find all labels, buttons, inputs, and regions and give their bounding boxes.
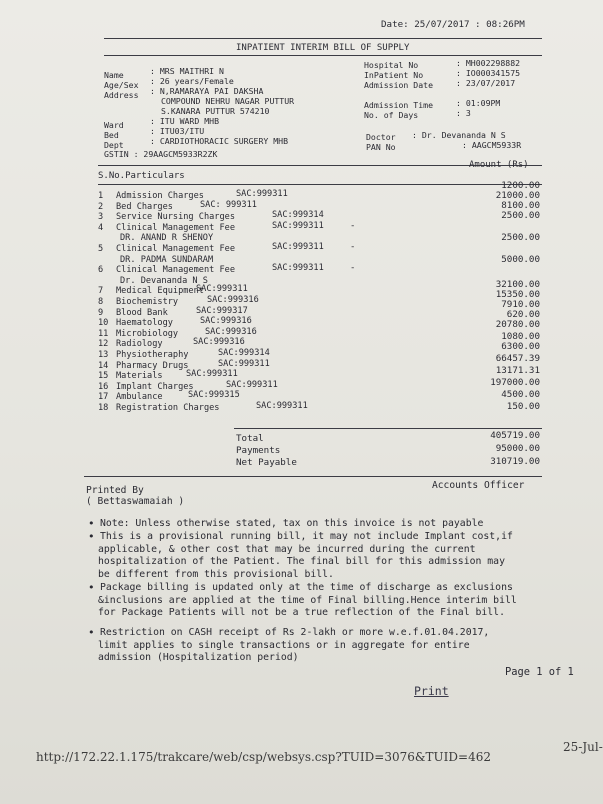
table-header-rule bbox=[98, 184, 542, 185]
row-sac-code: SAC:999311 bbox=[186, 369, 238, 380]
row-particular: Ambulance bbox=[116, 392, 163, 403]
row-particular: Implant Charges bbox=[116, 381, 194, 392]
amount-column-header: Amount (Rs) bbox=[469, 160, 529, 170]
inpatient-no-label: InPatient No bbox=[364, 70, 424, 80]
note-line: This is a provisional running bill, it may not include Implant cost,if bbox=[100, 531, 513, 542]
row-dash: - bbox=[350, 220, 356, 231]
note-bullet-icon: • bbox=[88, 626, 95, 639]
row-number: 16 bbox=[98, 381, 109, 392]
row-amount: 5000.00 bbox=[501, 254, 540, 265]
row-particular: Bed Charges bbox=[116, 201, 173, 212]
bill-title: INPATIENT INTERIM BILL OF SUPPLY bbox=[236, 43, 410, 53]
note-line: Package billing is updated only at the time of discharge as exclusions bbox=[100, 582, 513, 593]
row-amount: 1200.00 bbox=[501, 180, 540, 191]
agesex-value: : 26 years/Female bbox=[150, 76, 234, 86]
total-label: Total bbox=[236, 433, 264, 444]
note-line: hospitalization of the Patient. The final bill for this admission may bbox=[98, 556, 505, 567]
title-rule bbox=[104, 55, 542, 56]
row-sac-code: SAC:999311 bbox=[226, 379, 278, 390]
payments-value: 95000.00 bbox=[495, 443, 540, 454]
row-particular: Pharmacy Drugs bbox=[116, 360, 189, 371]
hospital-no-value: : MH002298882 bbox=[456, 58, 521, 68]
row-amount: 2500.00 bbox=[501, 232, 540, 243]
row-particular: Medical Equipment bbox=[116, 286, 204, 297]
row-particular: Admission Charges bbox=[116, 191, 204, 201]
note-bullet-icon: • bbox=[88, 581, 95, 594]
bed-label: Bed bbox=[104, 130, 119, 140]
row-amount: 66457.39 bbox=[495, 353, 540, 364]
note-line: for Package Patients will not be a true reflection of the Final bill. bbox=[98, 607, 505, 618]
row-sac-code: SAC:999311 bbox=[218, 358, 270, 369]
row-particular: Radiology bbox=[116, 339, 163, 350]
row-sac-code: SAC: 999311 bbox=[200, 199, 257, 210]
row-particular: Blood Bank bbox=[116, 307, 168, 318]
row-doctor-name: DR. ANAND R SHENOY bbox=[120, 233, 214, 244]
admission-time-label: Admission Time bbox=[364, 100, 434, 110]
gstin: GSTIN : 29AAGCM5933R2ZK bbox=[104, 149, 218, 159]
dept-label: Dept bbox=[104, 140, 124, 150]
note-line: be different from this provisional bill. bbox=[98, 568, 334, 580]
page-number: Page 1 of 1 bbox=[505, 666, 574, 678]
row-number: 12 bbox=[98, 339, 109, 350]
row-sac-code: SAC:999311 bbox=[196, 284, 248, 295]
row-amount: 20780.00 bbox=[495, 319, 540, 330]
agesex-label: Age/Sex bbox=[104, 80, 139, 90]
row-sac-code: SAC:999311 bbox=[236, 189, 288, 199]
name-value: : MRS MAITHRI N bbox=[150, 66, 224, 76]
row-number: 15 bbox=[98, 371, 109, 382]
inpatient-no-value: : IO000341575 bbox=[456, 68, 521, 78]
row-number: 5 bbox=[98, 244, 104, 254]
name-label: Name bbox=[104, 70, 124, 80]
row-particular: Microbiology bbox=[116, 328, 179, 339]
ward-label: Ward bbox=[104, 120, 124, 130]
address-line3: S.KANARA PUTTUR 574210 bbox=[161, 106, 270, 116]
row-amount: 197000.00 bbox=[490, 377, 540, 388]
note-line: limit applies to single transactions or in aggregate for entire bbox=[98, 639, 470, 651]
row-dash: - bbox=[350, 263, 356, 274]
row-particular: Clinical Management Fee bbox=[116, 244, 235, 254]
row-number: 8 bbox=[98, 297, 104, 307]
note-bullet-icon: • bbox=[88, 530, 95, 543]
row-sac-code: SAC:999316 bbox=[207, 295, 259, 305]
total-value: 405719.00 bbox=[490, 430, 540, 441]
address-line2: COMPOUND NEHRU NAGAR PUTTUR bbox=[161, 96, 295, 106]
row-number: 3 bbox=[98, 212, 104, 223]
row-particular: Registration Charges bbox=[116, 403, 220, 413]
note-line: admission (Hospitalization period) bbox=[98, 652, 299, 663]
row-number: 9 bbox=[98, 307, 104, 318]
pan-value: : AAGCM5933R bbox=[462, 140, 522, 150]
row-sac-code: SAC:999311 bbox=[256, 401, 308, 411]
row-amount: 7910.00 bbox=[501, 299, 540, 310]
row-amount: 620.00 bbox=[506, 309, 540, 320]
admission-time-value: : 01:09PM bbox=[456, 98, 501, 108]
printed-by-label: Printed By bbox=[86, 485, 144, 496]
row-sac-code: SAC:999316 bbox=[200, 316, 252, 327]
print-date-time: Date: 25/07/2017 : 08:26PM bbox=[381, 19, 525, 30]
row-sac-code: SAC:999316 bbox=[205, 326, 257, 337]
row-amount: 1080.00 bbox=[501, 331, 540, 342]
address-label: Address bbox=[104, 90, 139, 100]
printed-by-name: ( Bettaswamaiah ) bbox=[86, 496, 185, 507]
accounts-officer: Accounts Officer bbox=[432, 480, 525, 491]
row-number: 11 bbox=[98, 328, 109, 339]
row-amount: 6300.00 bbox=[501, 341, 540, 352]
row-dash: - bbox=[350, 242, 356, 252]
row-sac-code: SAC:999311 bbox=[272, 242, 324, 252]
row-sac-code: SAC:999316 bbox=[193, 337, 245, 348]
pan-label: PAN No bbox=[366, 142, 396, 152]
note-line: Restriction on CASH receipt of Rs 2-lakh or more w.e.f.01.04.2017, bbox=[100, 627, 490, 638]
bed-value: : ITU03/ITU bbox=[150, 126, 205, 136]
row-amount: 4500.00 bbox=[501, 389, 540, 400]
row-sac-code: SAC:999314 bbox=[218, 348, 270, 358]
row-number: 6 bbox=[98, 265, 104, 276]
row-amount: 150.00 bbox=[506, 401, 540, 412]
row-particular: Clinical Management Fee bbox=[116, 265, 235, 276]
days-label: No. of Days bbox=[364, 110, 419, 120]
row-particular: Materials bbox=[116, 371, 163, 382]
row-number: 10 bbox=[98, 318, 109, 329]
particulars-column-header: S.No.Particulars bbox=[98, 171, 185, 181]
footer-date: 25-Jul- bbox=[563, 740, 603, 754]
doctor-label: Doctor bbox=[366, 132, 396, 142]
row-particular: Haematology bbox=[116, 318, 173, 329]
net-payable-value: 310719.00 bbox=[490, 456, 540, 467]
row-sac-code: SAC:999317 bbox=[196, 305, 248, 316]
net-payable-label: Net Payable bbox=[236, 457, 297, 468]
note-bullet-icon: • bbox=[88, 517, 95, 530]
payments-label: Payments bbox=[236, 445, 281, 456]
note-line: Note: Unless otherwise stated, tax on this invoice is not payable bbox=[100, 518, 484, 529]
row-amount: 32100.00 bbox=[495, 279, 540, 290]
dept-value: : CARDIOTHORACIC SURGERY MHB bbox=[150, 136, 289, 146]
admission-date-value: : 23/07/2017 bbox=[456, 78, 516, 88]
totals-rule bbox=[234, 428, 542, 429]
row-doctor-name: Dr. Devananda N S bbox=[120, 275, 208, 286]
footer-url: http://172.22.1.175/trakcare/web/csp/websys.csp?TUID=3076&TUID=462 bbox=[36, 750, 491, 764]
row-amount: 8100.00 bbox=[501, 200, 540, 211]
note-line: applicable, & other cost that may be incurred during the current bbox=[98, 543, 476, 555]
row-number: 14 bbox=[98, 360, 109, 371]
row-sac-code: SAC:999311 bbox=[272, 263, 324, 274]
row-number: 13 bbox=[98, 350, 109, 360]
header-rule bbox=[104, 38, 542, 39]
row-amount: 13171.31 bbox=[495, 365, 540, 376]
address-value: : N,RAMARAYA PAI DAKSHA bbox=[150, 86, 264, 96]
row-number: 1 bbox=[98, 191, 104, 201]
row-sac-code: SAC:999314 bbox=[272, 210, 324, 221]
row-number: 4 bbox=[98, 222, 104, 233]
row-particular: Service Nursing Charges bbox=[116, 212, 235, 223]
row-amount: 2500.00 bbox=[501, 210, 540, 221]
ward-value: : ITU WARD MHB bbox=[150, 116, 220, 126]
print-link[interactable]: Print bbox=[414, 684, 449, 698]
row-particular: Clinical Management Fee bbox=[116, 222, 235, 233]
row-sac-code: SAC:999315 bbox=[188, 390, 240, 401]
row-number: 18 bbox=[98, 403, 109, 413]
row-amount: 21000.00 bbox=[495, 190, 540, 201]
row-number: 7 bbox=[98, 286, 104, 297]
row-amount: 15350.00 bbox=[495, 289, 540, 300]
note-line: &inclusions are applied at the time of Final billing.Hence interim bill bbox=[98, 594, 517, 606]
row-sac-code: SAC:999311 bbox=[272, 220, 324, 231]
row-number: 2 bbox=[98, 201, 104, 212]
row-doctor-name: DR. PADMA SUNDARAM bbox=[120, 254, 214, 265]
row-particular: Biochemistry bbox=[116, 297, 179, 307]
totals-bottom-rule bbox=[84, 476, 542, 477]
row-number: 17 bbox=[98, 392, 109, 403]
days-value: : 3 bbox=[456, 108, 471, 118]
hospital-no-label: Hospital No bbox=[364, 60, 419, 70]
row-particular: Physiotheraphy bbox=[116, 350, 189, 360]
admission-date-label: Admission Date bbox=[364, 80, 434, 90]
doctor-value: : Dr. Devananda N S bbox=[412, 130, 506, 140]
